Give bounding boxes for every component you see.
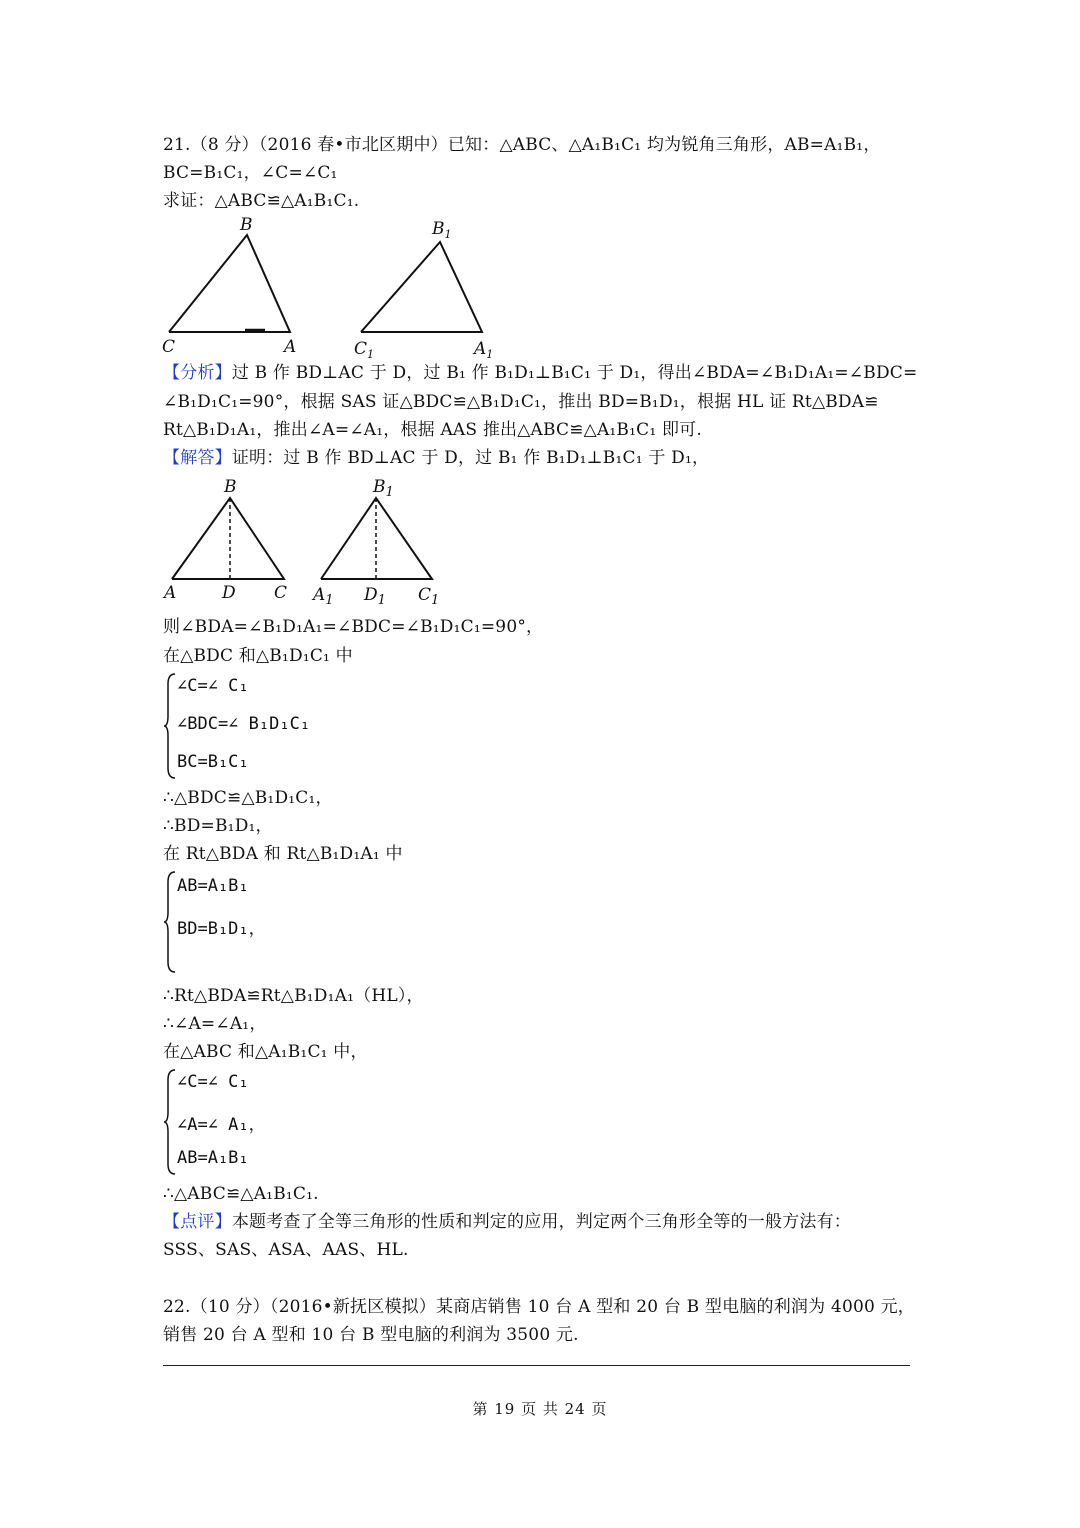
- brace-icon: [163, 1068, 177, 1176]
- solution-tag: 【解答】: [163, 448, 232, 468]
- equation-system-2: [163, 870, 383, 974]
- label2-B1: $B_1$: [373, 477, 394, 500]
- q21-line2: BC=B₁C₁，∠C=∠C₁: [163, 163, 338, 183]
- step-6: ∴Rt△BDA≌Rt△B₁D₁A₁（HL），: [163, 986, 424, 1006]
- label2-C: C: [274, 583, 288, 603]
- sys2-row1: AB=A₁B₁: [177, 876, 249, 896]
- sys1-row2: ∠BDC=∠ B₁D₁C₁: [177, 714, 311, 734]
- analysis-line1: 【分析】过 B 作 BD⊥AC 于 D，过 B₁ 作 B₁D₁⊥B₁C₁ 于 D₁，得出∠BDA=∠B₁D₁A₁=∠BDC=: [163, 363, 918, 383]
- step-2: 在△BDC 和△B₁D₁C₁ 中: [163, 646, 353, 666]
- page-number: 第 19 页 共 24 页: [472, 1400, 608, 1418]
- step-7: ∴∠A=∠A₁，: [163, 1014, 267, 1034]
- triangle-abc-altitude: [172, 498, 284, 579]
- equation-system-1: [163, 672, 383, 780]
- triangle-a1b1c1: [361, 242, 482, 332]
- brace-icon: [163, 672, 177, 780]
- label-A: A: [284, 337, 297, 357]
- q21-line3: 求证：△ABC≌△A₁B₁C₁.: [163, 191, 360, 211]
- label2-D1: $D_1$: [364, 585, 386, 608]
- label2-A1: $A_1$: [313, 585, 334, 608]
- label-C: C: [162, 337, 176, 357]
- step-8: 在△ABC 和△A₁B₁C₁ 中，: [163, 1042, 368, 1062]
- label2-B: B: [224, 477, 237, 497]
- sys3-row2: ∠A=∠ A₁，: [177, 1115, 266, 1135]
- label2-D: D: [222, 583, 236, 603]
- equation-system-3: [163, 1068, 383, 1176]
- q22-line1: 22.（10 分）（2016•新抚区模拟）某商店销售 10 台 A 型和 20 台 B 型电脑的利润为 4000 元，: [163, 1297, 915, 1317]
- triangle-a1b1c1-altitude: [321, 498, 432, 579]
- sys1-row3: BC=B₁C₁: [177, 752, 249, 772]
- figure-triangles-given: [160, 210, 520, 360]
- brace-icon: [163, 870, 177, 974]
- analysis-line2: ∠B₁D₁C₁=90°，根据 SAS 证△BDC≌△B₁D₁C₁，推出 BD=B₁D₁，根据 HL 证 Rt△BDA≌: [163, 392, 879, 412]
- comment-line1: 【点评】本题考查了全等三角形的性质和判定的应用，判定两个三角形全等的一般方法有：: [163, 1212, 852, 1232]
- step-3: ∴△BDC≌△B₁D₁C₁，: [163, 788, 333, 808]
- analysis-tag: 【分析】: [163, 363, 232, 383]
- solution-line1: 【解答】证明：过 B 作 BD⊥AC 于 D，过 B₁ 作 B₁D₁⊥B₁C₁ 于 D₁，: [163, 448, 710, 468]
- comment-tag: 【点评】: [163, 1212, 232, 1232]
- q22-line2: 销售 20 台 A 型和 10 台 B 型电脑的利润为 3500 元.: [163, 1325, 579, 1345]
- step-1: 则∠BDA=∠B₁D₁A₁=∠BDC=∠B₁D₁C₁=90°，: [163, 617, 544, 637]
- analysis-line3: Rt△B₁D₁A₁，推出∠A=∠A₁，根据 AAS 推出△ABC≌△A₁B₁C₁ 即可.: [163, 420, 702, 440]
- sys2-row2: BD=B₁D₁，: [177, 919, 266, 939]
- label2-C1: $C_1$: [418, 585, 440, 608]
- triangle-abc: [169, 235, 290, 332]
- q21-line1: 21.（8 分）（2016 春•市北区期中）已知：△ABC、△A₁B₁C₁ 均为锐角三角形，AB=A₁B₁，: [163, 135, 881, 155]
- label-C1: $C_1$: [354, 339, 375, 360]
- label-B: B: [240, 215, 253, 235]
- step-4: ∴BD=B₁D₁，: [163, 816, 273, 836]
- label-B1: $B_1$: [432, 219, 452, 241]
- figure-triangles-altitude: [160, 472, 460, 612]
- sys3-row1: ∠C=∠ C₁: [177, 1072, 249, 1092]
- label-A1: $A_1$: [474, 339, 494, 360]
- step-9: ∴△ABC≌△A₁B₁C₁.: [163, 1184, 319, 1204]
- step-5: 在 Rt△BDA 和 Rt△B₁D₁A₁ 中: [163, 844, 403, 864]
- footer-divider: [163, 1365, 910, 1366]
- comment-line2: SSS、SAS、ASA、AAS、HL.: [163, 1240, 409, 1260]
- label2-A: A: [164, 583, 177, 603]
- sys1-row1: ∠C=∠ C₁: [177, 676, 249, 696]
- sys3-row3: AB=A₁B₁: [177, 1148, 249, 1168]
